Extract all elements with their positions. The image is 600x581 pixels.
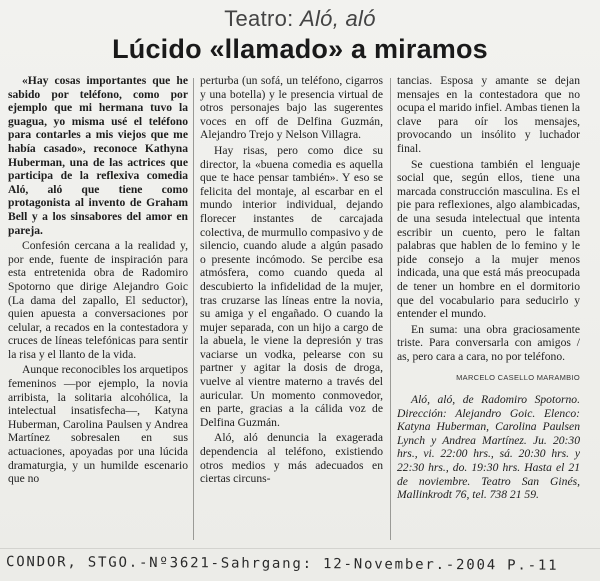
kicker-title: Aló, aló xyxy=(300,6,376,31)
production-credits: Aló, aló, de Radomiro Spotorno. Dirección: Alejandro Goic. Elenco: Katyna Huberman, Carolina Paulsen Lynch y Andrea Martínez. Ju. 20:30 hrs., vi. 22:00 hrs., sá. 20:30 hrs. y 22:30 hrs., do. 19:30 hrs. Hasta el 21 de noviembre. Teatro San Ginés, Mallinkrodt 76, tel. 738 21 59. xyxy=(397,393,580,502)
section-kicker xyxy=(0,6,600,32)
paragraph: Aunque reconocibles los arquetipos femeninos —por ejemplo, la novia arribista, la solitaria alcohólica, la intelectual insatisfecha—, Katyna Huberman, Carolina Paulsen y Andrea Martínez sobresalen en sus actuaciones, apoyadas por una lúcida dramaturgia, y un humilde escenario que no xyxy=(8,363,188,486)
paragraph: Aló, aló denuncia la exagerada dependencia al teléfono, existiendo otros medios y más adecuados en ciertas circuns- xyxy=(200,431,383,486)
paragraph: Confesión cercana a la realidad y, por ende, fuente de inspiración para esta entretenida obra de Radomiro Spotorno que dirige Alejandro Goic (La dama del zapallo, El seductor), quien apuesta a conversaciones por celular, a recados en la contestadora y cruces de líneas telefónicas para sentir la risa y el llanto de la vida. xyxy=(8,239,188,361)
article-column-3 xyxy=(397,74,580,502)
paragraph: Se cuestiona también el lenguaje social que, según ellos, tiene una marcada construcción masculina. Es el pie para reflexiones, algo alambicadas, de una sesuda intelectual que intenta escribir un cuento, pero le faltan palabras que hablen de lo femino y le pide consejo a la mujer menos indicada, una que está más preocupada de tener un hombre en el dormitorio que del vocabulario para seducirlo y entender el mundo. xyxy=(397,157,580,321)
column-divider xyxy=(193,78,194,540)
headline: Lúcido «llamado» a miramos xyxy=(112,34,488,64)
byline: MARCELO CASELLO MARAMBIO xyxy=(456,373,580,383)
kicker-prefix: Teatro: xyxy=(224,6,294,31)
handwritten-source-note: CONDOR, STGO.-Nº3621-Sahrgang: 12-November.-2004 P.-11 xyxy=(5,553,559,574)
paragraph: En suma: una obra graciosamente triste. Para conversarla con amigos / as, pero cara a cara, no por teléfono. xyxy=(397,322,580,363)
article-column-2 xyxy=(200,74,383,486)
column-divider xyxy=(390,78,391,540)
paragraph: Hay risas, pero como dice su director, la «buena comedia es aquella que te hace pensar también». Y eso se felicita del montaje, al escarbar en el mundo interior individual, dejando florecer instantes de carcajada colectiva, de murmullo compasivo y de silencio, cuando alude a algún pasado o presente incómodo. Se percibe esa atmósfera, como cuando queda al descubierto la infidelidad de la mujer, tras cruzarse las líneas entre la novia, su amiga y el engañado. O cuando la mujer separada, con un hijo a cargo de la abuela, le viene la depresión y tras vaciarse un vodka, pelearse con su partner y agitar la dosis de droga, vuelve al vientre materno a través del auricular. Un momento conmovedor, en parte, gracias a la cálida voz de Delfina Guzmán. xyxy=(200,143,383,429)
paragraph: perturba (un sofá, un teléfono, cigarros y una botella) y le presencia virtual de otros personajes bajo las sugerentes voces en off de Delfina Guzmán, Alejandro Trejo y Nelson Villagra. xyxy=(200,74,383,142)
bottom-rule xyxy=(0,548,600,549)
lead-paragraph: «Hay cosas importantes que he sabido por teléfono, como por ejemplo que mi hermana tuvo la guagua, yo misma usé el teléfono para contarles a mis viejos que me había casado», reconoce Kathyna Huberman, una de las actrices que participa de la reflexiva comedia Aló, aló que tiene como protagonista al invento de Graham Bell y a los sinsabores del amor en pareja. xyxy=(8,74,188,237)
paragraph: tancias. Esposa y amante se dejan mensajes en la contestadora que no ocupa el marido infiel. Ambas tienen la clave para oír los mensajes, provocando un insólito y luchador final. xyxy=(397,74,580,155)
article-column-1 xyxy=(8,74,188,486)
